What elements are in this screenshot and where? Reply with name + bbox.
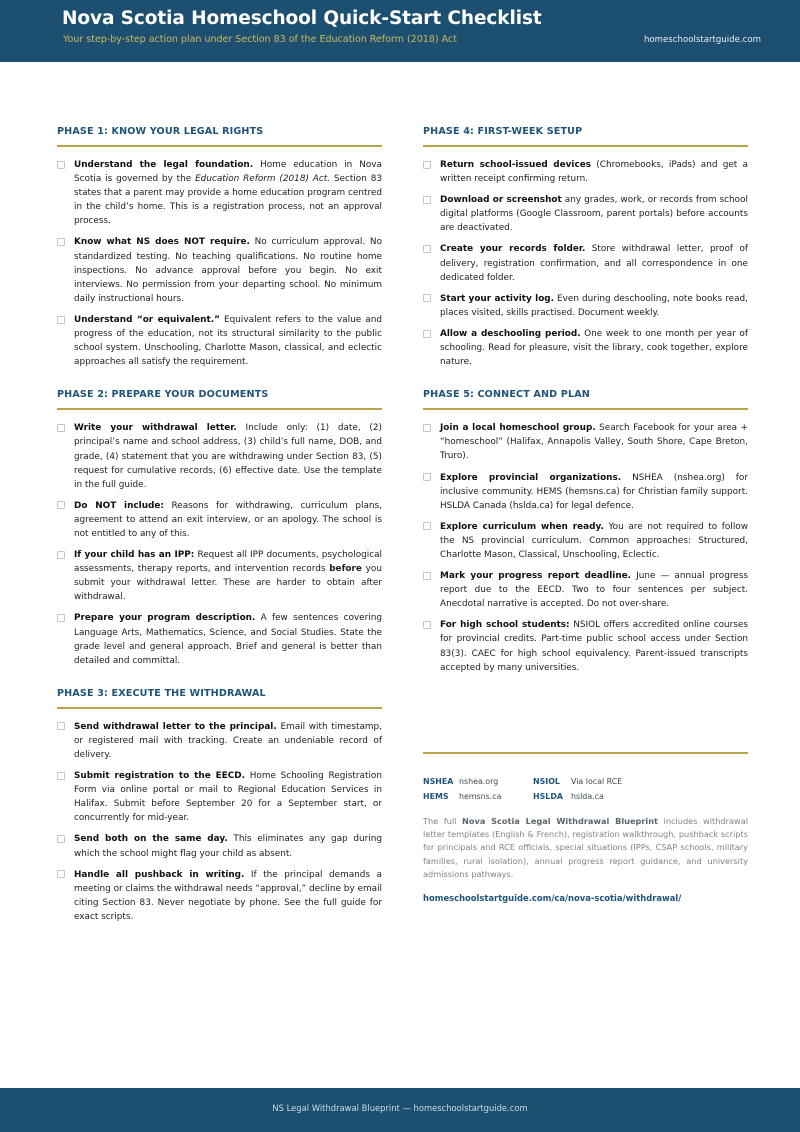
checklist-item[interactable]: [423, 471, 748, 513]
checklist-item-lead: Write your withdrawal letter.: [74, 423, 237, 434]
checklist-item-body: June — annual progress report due to the EECD. Two to four sentences per subject. Anecdotal narrative is accepted. Do not over-share.: [440, 571, 748, 610]
checklist-item-lead: Allow a deschooling period.: [440, 328, 581, 339]
checkbox-icon[interactable]: [423, 161, 431, 169]
checklist-item[interactable]: [423, 292, 748, 320]
checklist-item-body: Request all IPP documents, psychological assessments, therapy reports, and intervention records before you submit your withdrawal letter. These are harder to obtain after withdrawal.: [74, 550, 383, 603]
checklist-item-lead: Create your records folder.: [440, 244, 586, 255]
checklist-item-body: Home education in Nova Scotia is governed by the Education Reform (2018) Act. Section 83 states that a parent may provide a home education program centred in the child’s home. This is a registration process, not an approval process.: [74, 160, 382, 227]
checklist-item[interactable]: [423, 618, 748, 674]
phase-block: [57, 389, 382, 668]
checklist-item-body: A few sentences covering Language Arts, Mathematics, Science, and Social Studies. State the grade level and general approach. Brief and general is better than detailed and committal.: [74, 613, 382, 666]
checklist-item-body: Search Facebook for your area + “homeschool” (Halifax, Annapolis Valley, South Shore, Cape Breton, Truro).: [440, 423, 748, 462]
checklist-item-body: Equivalent refers to the value and progress of the education, not its structural similarity to the public school system. Unschooling, Charlotte Mason, classical, and eclectic approaches all satisfy the requirement.: [74, 314, 382, 368]
resource-value[interactable]: hemsns.ca: [459, 791, 502, 801]
checklist-item-lead: If your child has an IPP:: [74, 550, 195, 561]
checkbox-icon[interactable]: [57, 316, 65, 324]
phase-heading: PHASE 3: EXECUTE THE WITHDRAWAL: [57, 687, 266, 699]
phase-heading: PHASE 2: PREPARE YOUR DOCUMENTS: [57, 389, 269, 401]
checklist-item[interactable]: [57, 499, 382, 541]
phase-block: [423, 126, 748, 369]
checkbox-icon[interactable]: [423, 294, 431, 302]
resource-name: HEMS: [423, 791, 449, 801]
checklist-item-lead: Understand “or equivalent.”: [74, 314, 220, 325]
checklist-item-body: NSHEA (nshea.org) for inclusive community. HEMS (hemsns.ca) for Christian family support. HSLDA Canada (hslda.ca) for legal defence.: [440, 472, 748, 511]
checkbox-icon[interactable]: [423, 621, 431, 629]
checklist-item-lead: Start your activity log.: [440, 293, 555, 304]
checklist-item-lead: Mark your progress report deadline.: [440, 571, 632, 582]
checkbox-icon[interactable]: [423, 196, 431, 204]
checklist-item[interactable]: [57, 421, 382, 491]
checkbox-icon[interactable]: [423, 572, 431, 580]
resource-value[interactable]: Via local RCE: [571, 777, 623, 786]
phase-heading: PHASE 4: FIRST-WEEK SETUP: [423, 126, 583, 137]
checklist-item[interactable]: [57, 548, 382, 604]
checklist-item[interactable]: [57, 313, 382, 369]
checklist-item[interactable]: [57, 611, 382, 667]
checkbox-icon[interactable]: [57, 772, 65, 780]
checkbox-icon[interactable]: [423, 245, 431, 253]
checklist-item-body: No curriculum approval. No standardized testing. No teaching qualifications. No routine home inspections. No advance approval before you begin. No exit interviews. No permission from your departing school. No minimum daily instructional hours.: [74, 237, 383, 304]
checklist-item-lead: Submit registration to the EECD.: [74, 771, 246, 782]
phase-divider: [423, 408, 748, 410]
blueprint-description: The full Nova Scotia Legal Withdrawal Blueprint includes withdrawal letter templates (English & French), registration walkthrough, pushback scripts for principals and RCE officials, special situations (IPPs, CSAP schools, military families, rural isolation), annual progress report guidance, and university admissions pathways.: [423, 816, 748, 879]
header-site-url: homeschoolstartguide.com: [643, 35, 761, 45]
checkbox-icon[interactable]: [57, 551, 65, 559]
checklist-item-body: One week to one month per year of schooling. Read for pleasure, visit the library, cook together, explore nature.: [440, 328, 748, 368]
phase-divider: [423, 145, 748, 147]
checklist-item[interactable]: [57, 769, 382, 825]
phase-divider: [57, 408, 382, 410]
checklist-item-lead: Join a local homeschool group.: [440, 423, 596, 434]
checklist-item[interactable]: [423, 193, 748, 235]
left-column: [57, 126, 382, 924]
checklist-item-lead: Explore provincial organizations.: [440, 472, 622, 483]
footer-text: NS Legal Withdrawal Blueprint — homeschoolstartguide.com: [272, 1103, 528, 1113]
checkbox-icon[interactable]: [423, 330, 431, 338]
checkbox-icon[interactable]: [423, 522, 431, 530]
checkbox-icon[interactable]: [57, 424, 65, 432]
checklist-item[interactable]: [423, 520, 748, 562]
checklist-item-lead: Download or screenshot: [440, 195, 562, 206]
checklist-item[interactable]: [57, 235, 382, 305]
checkbox-icon[interactable]: [57, 835, 65, 843]
page-title: Nova Scotia Homeschool Quick-Start Checklist: [62, 8, 542, 29]
checklist-item-lead: Send both on the same day.: [74, 834, 228, 845]
blueprint-link[interactable]: homeschoolstartguide.com/ca/nova-scotia/withdrawal/: [423, 893, 682, 904]
checklist-item-body: Email with timestamp, or registered mail with tracking. Create an undeniable record of delivery.: [74, 721, 383, 760]
page-subtitle: Your step-by-step action plan under Section 83 of the Education Reform (2018) Act: [63, 34, 457, 45]
phase-block: [57, 688, 382, 924]
checklist-item[interactable]: [57, 832, 382, 860]
resources-block: [423, 752, 748, 903]
resources-grid: [423, 776, 748, 802]
checklist-item-lead: Return school-issued devices: [440, 160, 592, 170]
phase-block: [423, 389, 748, 675]
checkbox-icon[interactable]: [57, 870, 65, 878]
phase-divider: [57, 707, 382, 709]
checkbox-icon[interactable]: [423, 424, 431, 432]
checklist-item[interactable]: [57, 158, 382, 228]
checklist-item-lead: Know what NS does NOT require.: [74, 237, 250, 248]
checklist-item[interactable]: [57, 720, 382, 762]
checkbox-icon[interactable]: [57, 161, 65, 169]
checklist-item-lead: Understand the legal foundation.: [74, 160, 254, 170]
checklist-item-lead: Explore curriculum when ready.: [440, 521, 604, 532]
right-column: [423, 126, 748, 675]
checklist-item-body: (Chromebooks, iPads) and get a written receipt confirming return.: [440, 160, 748, 185]
checklist-item-lead: Do NOT include:: [74, 500, 164, 511]
checklist-item-body: You are not required to follow the NS provincial curriculum. Common approaches: Structured, Charlotte Mason, Classical, Unschooling, Eclectic.: [440, 521, 748, 560]
checklist-item-lead: For high school students:: [440, 620, 570, 631]
phase-block: [57, 126, 382, 369]
page-header: [0, 0, 800, 62]
resource-name: NSHEA: [423, 777, 454, 786]
phase-divider: [57, 145, 382, 147]
phase-heading: PHASE 1: KNOW YOUR LEGAL RIGHTS: [57, 126, 264, 137]
checklist-item-body: NSIOL offers accredited online courses for provincial credits. Part-time public school access under Section 83(3). CAEC for high school equivalency. Parent-issued transcripts accepted by many universities.: [440, 620, 748, 673]
resource-name: NSIOL: [533, 777, 560, 786]
resource-value[interactable]: nshea.org: [459, 777, 499, 786]
checklist-item-body: Reasons for withdrawing, curriculum plans, agreement to attend an exit interview, or an apology. The school is not entitled to any of this.: [74, 500, 382, 539]
resources-divider: [423, 752, 748, 754]
checklist-item-body: Include only: (1) date, (2) principal’s name and school address, (3) child’s full name, DOB, and grade, (4) statement that you are withdrawing under Section 83, (5) request for cumulative records, (6) effective date. Use the template in the full guide.: [74, 423, 382, 490]
checkbox-icon[interactable]: [57, 722, 65, 730]
checklist-item-lead: Handle all pushback in writing.: [74, 869, 245, 880]
checklist-item[interactable]: [423, 421, 748, 463]
checkbox-icon[interactable]: [57, 614, 65, 622]
checklist-item-body: If the principal demands a meeting or claims the withdrawal needs “approval,” decline by email citing Section 83. Never negotiate by phone. See the full guide for exact scripts.: [74, 869, 382, 922]
checklist-item[interactable]: [57, 868, 382, 924]
checklist-item[interactable]: [423, 158, 748, 186]
resource-value[interactable]: hslda.ca: [571, 791, 604, 801]
checklist-item[interactable]: [423, 569, 748, 611]
phase-heading: PHASE 5: CONNECT AND PLAN: [423, 389, 590, 401]
checklist-item-body: any grades, work, or records from school digital platforms (Google Classroom, parent portals) before accounts are deactivated.: [440, 195, 749, 234]
checklist-item[interactable]: [423, 327, 748, 369]
checkbox-icon[interactable]: [423, 473, 431, 481]
resource-name: HSLDA: [533, 791, 563, 801]
page-footer: [0, 1088, 800, 1132]
checklist-item-body: Store withdrawal letter, proof of delivery, registration confirmation, and all correspondence in one dedicated folder.: [440, 244, 748, 283]
checklist-item-body: This eliminates any gap during which the school might flag your child as absent.: [74, 834, 382, 859]
checklist-item-body: Even during deschooling, note books read, places visited, skills practised. Document weekly.: [440, 293, 749, 318]
checkbox-icon[interactable]: [57, 238, 65, 246]
checklist-item[interactable]: [423, 242, 748, 284]
checklist-item-body: Home Schooling Registration Form via online portal or mail to Regional Education Services in Halifax. Submit before September 20 for a September start, or concurrently for mid-year.: [74, 771, 382, 824]
checklist-item-lead: Send withdrawal letter to the principal.: [74, 721, 277, 732]
checklist-item-lead: Prepare your program description.: [74, 613, 256, 624]
checkbox-icon[interactable]: [57, 501, 65, 509]
